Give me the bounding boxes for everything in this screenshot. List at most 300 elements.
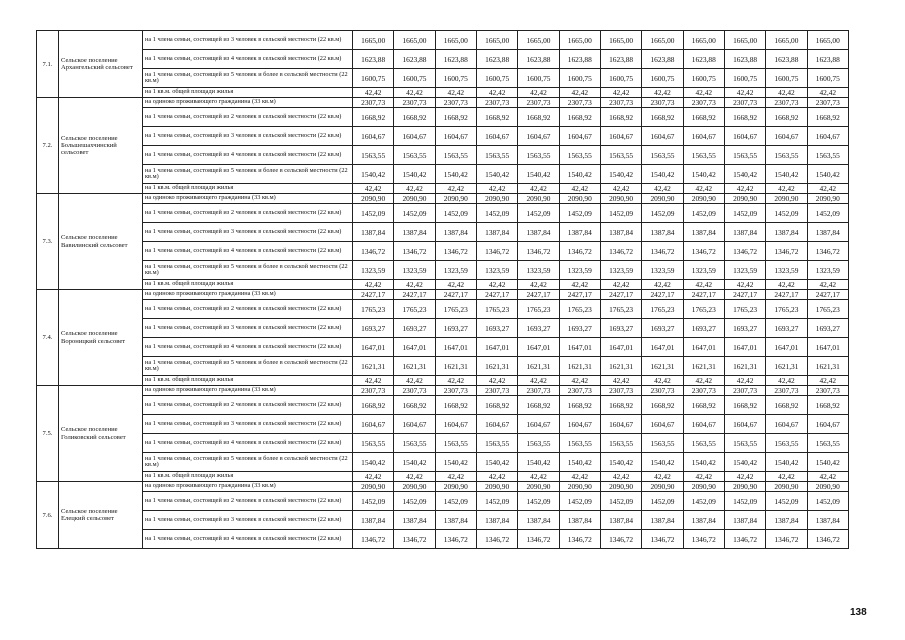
value-cell: 1604,67	[394, 415, 435, 434]
value-cell: 1693,27	[476, 319, 517, 338]
section-index: 7.6.	[37, 482, 59, 549]
value-cell: 1387,84	[766, 223, 807, 242]
value-cell: 1323,59	[683, 261, 724, 280]
value-cell: 1604,67	[724, 415, 765, 434]
table-row	[37, 204, 849, 223]
table-row	[37, 319, 849, 338]
value-cell: 1346,72	[724, 530, 765, 549]
value-cell: 1323,59	[353, 261, 394, 280]
value-cell: 2090,90	[683, 482, 724, 492]
value-cell: 2307,73	[353, 98, 394, 108]
value-cell: 42,42	[353, 88, 394, 98]
value-cell: 1668,92	[394, 108, 435, 127]
value-cell: 42,42	[724, 472, 765, 482]
value-cell: 1346,72	[518, 242, 559, 261]
value-cell: 1604,67	[518, 127, 559, 146]
value-cell: 1540,42	[518, 165, 559, 184]
value-cell: 42,42	[724, 280, 765, 290]
value-cell: 42,42	[353, 184, 394, 194]
value-cell: 1346,72	[559, 242, 600, 261]
value-cell: 42,42	[518, 376, 559, 386]
value-cell: 1621,31	[766, 357, 807, 376]
value-cell: 1600,75	[518, 69, 559, 88]
row-description: на 1 члена семьи, состоящей из 3 человек в сельской местности (22 кв.м)	[143, 223, 353, 242]
value-cell: 1623,88	[807, 50, 848, 69]
value-cell: 1647,01	[766, 338, 807, 357]
value-cell: 2307,73	[683, 386, 724, 396]
value-cell: 1540,42	[600, 453, 641, 472]
value-cell: 1665,00	[807, 31, 848, 50]
table-row	[37, 357, 849, 376]
value-cell: 42,42	[642, 472, 683, 482]
value-cell: 1323,59	[724, 261, 765, 280]
value-cell: 1452,09	[559, 204, 600, 223]
value-cell: 1621,31	[559, 357, 600, 376]
municipality-name: Сельское поселение Большешахчинский сельсовет	[59, 98, 143, 194]
value-cell: 1600,75	[600, 69, 641, 88]
value-cell: 1600,75	[394, 69, 435, 88]
section-index: 7.2.	[37, 98, 59, 194]
value-cell: 1346,72	[807, 242, 848, 261]
value-cell: 1668,92	[559, 108, 600, 127]
value-cell: 1563,55	[642, 434, 683, 453]
value-cell: 1452,09	[559, 492, 600, 511]
value-cell: 2427,17	[683, 290, 724, 300]
row-description: на 1 члена семьи, состоящей из 5 человек и более в сельской местности (22 кв.м)	[143, 69, 353, 88]
value-cell: 42,42	[766, 376, 807, 386]
value-cell: 1647,01	[559, 338, 600, 357]
value-cell: 1452,09	[518, 204, 559, 223]
value-cell: 1665,00	[600, 31, 641, 50]
table-row	[37, 165, 849, 184]
row-description: на 1 члена семьи, состоящей из 3 человек в сельской местности (22 кв.м)	[143, 511, 353, 530]
value-cell: 1623,88	[476, 50, 517, 69]
value-cell: 1540,42	[476, 453, 517, 472]
value-cell: 1452,09	[518, 492, 559, 511]
value-cell: 1323,59	[807, 261, 848, 280]
value-cell: 1623,88	[435, 50, 476, 69]
value-cell: 1563,55	[518, 434, 559, 453]
value-cell: 1668,92	[353, 108, 394, 127]
value-cell: 2090,90	[435, 194, 476, 204]
value-cell: 1346,72	[766, 242, 807, 261]
value-cell: 1647,01	[724, 338, 765, 357]
section-index: 7.4.	[37, 290, 59, 386]
value-cell: 1623,88	[600, 50, 641, 69]
value-cell: 42,42	[559, 88, 600, 98]
row-description: на 1 члена семьи, состоящей из 5 человек и более в сельской местности (22 кв.м)	[143, 357, 353, 376]
value-cell: 42,42	[642, 88, 683, 98]
value-cell: 2307,73	[642, 386, 683, 396]
table-row	[37, 396, 849, 415]
value-cell: 1604,67	[559, 415, 600, 434]
value-cell: 1452,09	[394, 492, 435, 511]
row-description: на 1 кв.м. общей площади жилья	[143, 184, 353, 194]
value-cell: 1604,67	[807, 127, 848, 146]
value-cell: 2307,73	[600, 98, 641, 108]
row-description: на 1 члена семьи, состоящей из 5 человек и более в сельской местности (22 кв.м)	[143, 165, 353, 184]
value-cell: 42,42	[642, 280, 683, 290]
table-row	[37, 453, 849, 472]
value-cell: 1387,84	[559, 511, 600, 530]
value-cell: 1323,59	[559, 261, 600, 280]
value-cell: 1668,92	[435, 396, 476, 415]
value-cell: 2090,90	[559, 482, 600, 492]
value-cell: 1765,23	[807, 300, 848, 319]
value-cell: 1346,72	[435, 242, 476, 261]
value-cell: 42,42	[435, 184, 476, 194]
value-cell: 42,42	[394, 184, 435, 194]
value-cell: 1647,01	[807, 338, 848, 357]
value-cell: 42,42	[724, 376, 765, 386]
table-row	[37, 88, 849, 98]
value-cell: 1323,59	[642, 261, 683, 280]
value-cell: 1540,42	[642, 165, 683, 184]
value-cell: 1693,27	[683, 319, 724, 338]
value-cell: 1668,92	[476, 396, 517, 415]
value-cell: 1387,84	[642, 223, 683, 242]
value-cell: 2307,73	[394, 98, 435, 108]
value-cell: 2427,17	[476, 290, 517, 300]
section-index: 7.3.	[37, 194, 59, 290]
value-cell: 42,42	[559, 280, 600, 290]
value-cell: 1563,55	[766, 146, 807, 165]
value-cell: 1665,00	[476, 31, 517, 50]
value-cell: 1765,23	[559, 300, 600, 319]
value-cell: 1563,55	[724, 434, 765, 453]
value-cell: 42,42	[353, 376, 394, 386]
value-cell: 1452,09	[766, 492, 807, 511]
value-cell: 1621,31	[642, 357, 683, 376]
value-cell: 2427,17	[559, 290, 600, 300]
value-cell: 1540,42	[766, 453, 807, 472]
value-cell: 1540,42	[683, 165, 724, 184]
value-cell: 1765,23	[476, 300, 517, 319]
value-cell: 2307,73	[353, 386, 394, 396]
value-cell: 42,42	[807, 376, 848, 386]
value-cell: 2090,90	[353, 194, 394, 204]
value-cell: 1765,23	[435, 300, 476, 319]
value-cell: 2090,90	[476, 194, 517, 204]
row-description: на 1 кв.м. общей площади жилья	[143, 472, 353, 482]
value-cell: 1387,84	[683, 223, 724, 242]
value-cell: 1346,72	[642, 242, 683, 261]
row-description: на одиноко проживающего гражданина (33 кв.м)	[143, 290, 353, 300]
value-cell: 42,42	[766, 88, 807, 98]
value-cell: 1600,75	[559, 69, 600, 88]
value-cell: 1604,67	[353, 127, 394, 146]
value-cell: 1540,42	[600, 165, 641, 184]
value-cell: 1323,59	[518, 261, 559, 280]
value-cell: 2090,90	[766, 482, 807, 492]
value-cell: 2307,73	[394, 386, 435, 396]
value-cell: 1452,09	[353, 204, 394, 223]
row-description: на 1 члена семьи, состоящей из 4 человек в сельской местности (22 кв.м)	[143, 50, 353, 69]
value-cell: 42,42	[476, 184, 517, 194]
value-cell: 1604,67	[600, 127, 641, 146]
value-cell: 1604,67	[642, 127, 683, 146]
value-cell: 1668,92	[518, 396, 559, 415]
value-cell: 42,42	[642, 184, 683, 194]
value-cell: 42,42	[476, 376, 517, 386]
value-cell: 1668,92	[394, 396, 435, 415]
value-cell: 1604,67	[476, 127, 517, 146]
value-cell: 1621,31	[807, 357, 848, 376]
value-cell: 42,42	[600, 280, 641, 290]
value-cell: 42,42	[600, 184, 641, 194]
row-description: на 1 кв.м. общей площади жилья	[143, 280, 353, 290]
value-cell: 1765,23	[724, 300, 765, 319]
value-cell: 1563,55	[394, 434, 435, 453]
value-cell: 42,42	[600, 88, 641, 98]
value-cell: 2307,73	[435, 386, 476, 396]
value-cell: 1623,88	[518, 50, 559, 69]
value-cell: 1693,27	[559, 319, 600, 338]
value-cell: 1452,09	[353, 492, 394, 511]
value-cell: 1387,84	[353, 223, 394, 242]
municipality-name: Сельское поселение Вавилинский сельсовет	[59, 194, 143, 290]
value-cell: 2427,17	[766, 290, 807, 300]
value-cell: 2427,17	[394, 290, 435, 300]
value-cell: 1668,92	[724, 108, 765, 127]
value-cell: 1387,84	[476, 511, 517, 530]
value-cell: 1604,67	[766, 415, 807, 434]
value-cell: 2090,90	[724, 194, 765, 204]
value-cell: 1647,01	[600, 338, 641, 357]
value-cell: 2307,73	[518, 98, 559, 108]
row-description: на 1 члена семьи, состоящей из 2 человек в сельской местности (22 кв.м)	[143, 300, 353, 319]
value-cell: 1693,27	[353, 319, 394, 338]
value-cell: 2090,90	[807, 482, 848, 492]
value-cell: 1387,84	[724, 223, 765, 242]
value-cell: 42,42	[807, 184, 848, 194]
value-cell: 42,42	[518, 88, 559, 98]
value-cell: 1668,92	[559, 396, 600, 415]
value-cell: 1387,84	[435, 223, 476, 242]
value-cell: 1540,42	[353, 453, 394, 472]
value-cell: 1540,42	[683, 453, 724, 472]
value-cell: 1668,92	[683, 396, 724, 415]
value-cell: 1665,00	[435, 31, 476, 50]
value-cell: 1540,42	[559, 453, 600, 472]
value-cell: 1665,00	[724, 31, 765, 50]
table-row	[37, 300, 849, 319]
value-cell: 42,42	[600, 472, 641, 482]
table-row	[37, 482, 849, 492]
value-cell: 1604,67	[683, 127, 724, 146]
value-cell: 1563,55	[600, 146, 641, 165]
table-row	[37, 31, 849, 50]
value-cell: 1600,75	[435, 69, 476, 88]
row-description: на 1 члена семьи, состоящей из 2 человек в сельской местности (22 кв.м)	[143, 492, 353, 511]
value-cell: 1563,55	[435, 434, 476, 453]
value-cell: 1621,31	[518, 357, 559, 376]
value-cell: 2307,73	[766, 386, 807, 396]
value-cell: 42,42	[559, 184, 600, 194]
value-cell: 1563,55	[600, 434, 641, 453]
value-cell: 1604,67	[394, 127, 435, 146]
value-cell: 1387,84	[394, 511, 435, 530]
value-cell: 1604,67	[518, 415, 559, 434]
value-cell: 42,42	[766, 280, 807, 290]
value-cell: 1693,27	[642, 319, 683, 338]
value-cell: 1647,01	[683, 338, 724, 357]
value-cell: 42,42	[518, 280, 559, 290]
table-row	[37, 386, 849, 396]
value-cell: 1647,01	[394, 338, 435, 357]
value-cell: 1563,55	[518, 146, 559, 165]
value-cell: 1665,00	[353, 31, 394, 50]
row-description: на 1 члена семьи, состоящей из 4 человек в сельской местности (22 кв.м)	[143, 242, 353, 261]
value-cell: 1647,01	[476, 338, 517, 357]
value-cell: 2090,90	[435, 482, 476, 492]
value-cell: 1346,72	[683, 242, 724, 261]
table-row	[37, 492, 849, 511]
value-cell: 1604,67	[724, 127, 765, 146]
value-cell: 1668,92	[518, 108, 559, 127]
value-cell: 1387,84	[394, 223, 435, 242]
row-description: на 1 члена семьи, состоящей из 2 человек в сельской местности (22 кв.м)	[143, 108, 353, 127]
value-cell: 1668,92	[642, 396, 683, 415]
value-cell: 1387,84	[559, 223, 600, 242]
value-cell: 2090,90	[518, 482, 559, 492]
row-description: на одиноко проживающего гражданина (33 кв.м)	[143, 482, 353, 492]
table-row	[37, 127, 849, 146]
value-cell: 42,42	[518, 472, 559, 482]
value-cell: 42,42	[353, 280, 394, 290]
value-cell: 1623,88	[642, 50, 683, 69]
value-cell: 42,42	[394, 88, 435, 98]
value-cell: 1563,55	[807, 146, 848, 165]
value-cell: 1647,01	[642, 338, 683, 357]
value-cell: 1323,59	[435, 261, 476, 280]
table-row	[37, 242, 849, 261]
value-cell: 2090,90	[807, 194, 848, 204]
value-cell: 1387,84	[518, 223, 559, 242]
value-cell: 1540,42	[724, 453, 765, 472]
value-cell: 1452,09	[642, 492, 683, 511]
value-cell: 42,42	[394, 280, 435, 290]
value-cell: 1387,84	[600, 511, 641, 530]
value-cell: 1452,09	[724, 492, 765, 511]
value-cell: 1540,42	[807, 165, 848, 184]
value-cell: 2090,90	[766, 194, 807, 204]
value-cell: 1665,00	[518, 31, 559, 50]
row-description: на 1 члена семьи, состоящей из 4 человек в сельской местности (22 кв.м)	[143, 530, 353, 549]
value-cell: 42,42	[435, 88, 476, 98]
value-cell: 2090,90	[353, 482, 394, 492]
table-row	[37, 530, 849, 549]
value-cell: 2307,73	[642, 98, 683, 108]
value-cell: 2090,90	[600, 194, 641, 204]
value-cell: 1563,55	[559, 146, 600, 165]
value-cell: 1540,42	[642, 453, 683, 472]
row-description: на одиноко проживающего гражданина (33 кв.м)	[143, 386, 353, 396]
value-cell: 2427,17	[435, 290, 476, 300]
value-cell: 1346,72	[807, 530, 848, 549]
table-row	[37, 376, 849, 386]
value-cell: 1765,23	[353, 300, 394, 319]
section-index: 7.1.	[37, 31, 59, 98]
value-cell: 1600,75	[642, 69, 683, 88]
value-cell: 1600,75	[807, 69, 848, 88]
value-cell: 1604,67	[435, 127, 476, 146]
table-row	[37, 261, 849, 280]
row-description: на одиноко проживающего гражданина (33 кв.м)	[143, 98, 353, 108]
value-cell: 1604,67	[559, 127, 600, 146]
value-cell: 1693,27	[807, 319, 848, 338]
value-cell: 1346,72	[642, 530, 683, 549]
value-cell: 2090,90	[642, 482, 683, 492]
value-cell: 42,42	[766, 184, 807, 194]
value-cell: 1452,09	[683, 204, 724, 223]
value-cell: 2307,73	[559, 386, 600, 396]
row-description: на 1 кв.м. общей площади жилья	[143, 88, 353, 98]
value-cell: 1540,42	[435, 453, 476, 472]
value-cell: 42,42	[600, 376, 641, 386]
value-cell: 1693,27	[518, 319, 559, 338]
row-description: на 1 члена семьи, состоящей из 3 человек в сельской местности (22 кв.м)	[143, 127, 353, 146]
value-cell: 1563,55	[766, 434, 807, 453]
row-description: на 1 члена семьи, состоящей из 2 человек в сельской местности (22 кв.м)	[143, 204, 353, 223]
value-cell: 2090,90	[642, 194, 683, 204]
value-cell: 1387,84	[435, 511, 476, 530]
value-cell: 1647,01	[435, 338, 476, 357]
value-cell: 1540,42	[807, 453, 848, 472]
row-description: на 1 члена семьи, состоящей из 2 человек в сельской местности (22 кв.м)	[143, 396, 353, 415]
value-cell: 42,42	[559, 376, 600, 386]
value-cell: 2427,17	[642, 290, 683, 300]
value-cell: 1600,75	[353, 69, 394, 88]
value-cell: 1665,00	[642, 31, 683, 50]
value-cell: 42,42	[476, 280, 517, 290]
value-cell: 2090,90	[559, 194, 600, 204]
value-cell: 1346,72	[394, 242, 435, 261]
value-cell: 1452,09	[807, 492, 848, 511]
value-cell: 1563,55	[435, 146, 476, 165]
page-number: 138	[850, 607, 867, 618]
table-row	[37, 472, 849, 482]
table-row	[37, 50, 849, 69]
value-cell: 1600,75	[724, 69, 765, 88]
value-cell: 2307,73	[518, 386, 559, 396]
value-cell: 2307,73	[600, 386, 641, 396]
value-cell: 1452,09	[642, 204, 683, 223]
value-cell: 1693,27	[766, 319, 807, 338]
value-cell: 1346,72	[766, 530, 807, 549]
value-cell: 2307,73	[724, 386, 765, 396]
value-cell: 42,42	[394, 472, 435, 482]
value-cell: 1346,72	[518, 530, 559, 549]
value-cell: 2307,73	[476, 98, 517, 108]
value-cell: 2307,73	[559, 98, 600, 108]
value-cell: 42,42	[435, 280, 476, 290]
value-cell: 1765,23	[394, 300, 435, 319]
value-cell: 1693,27	[435, 319, 476, 338]
value-cell: 1323,59	[394, 261, 435, 280]
value-cell: 2427,17	[600, 290, 641, 300]
value-cell: 1668,92	[724, 396, 765, 415]
value-cell: 1452,09	[476, 204, 517, 223]
value-cell: 1765,23	[600, 300, 641, 319]
value-cell: 1540,42	[518, 453, 559, 472]
value-cell: 1452,09	[435, 492, 476, 511]
value-cell: 42,42	[353, 472, 394, 482]
value-cell: 1604,67	[642, 415, 683, 434]
value-cell: 1540,42	[476, 165, 517, 184]
value-cell: 42,42	[683, 88, 724, 98]
value-cell: 1346,72	[394, 530, 435, 549]
